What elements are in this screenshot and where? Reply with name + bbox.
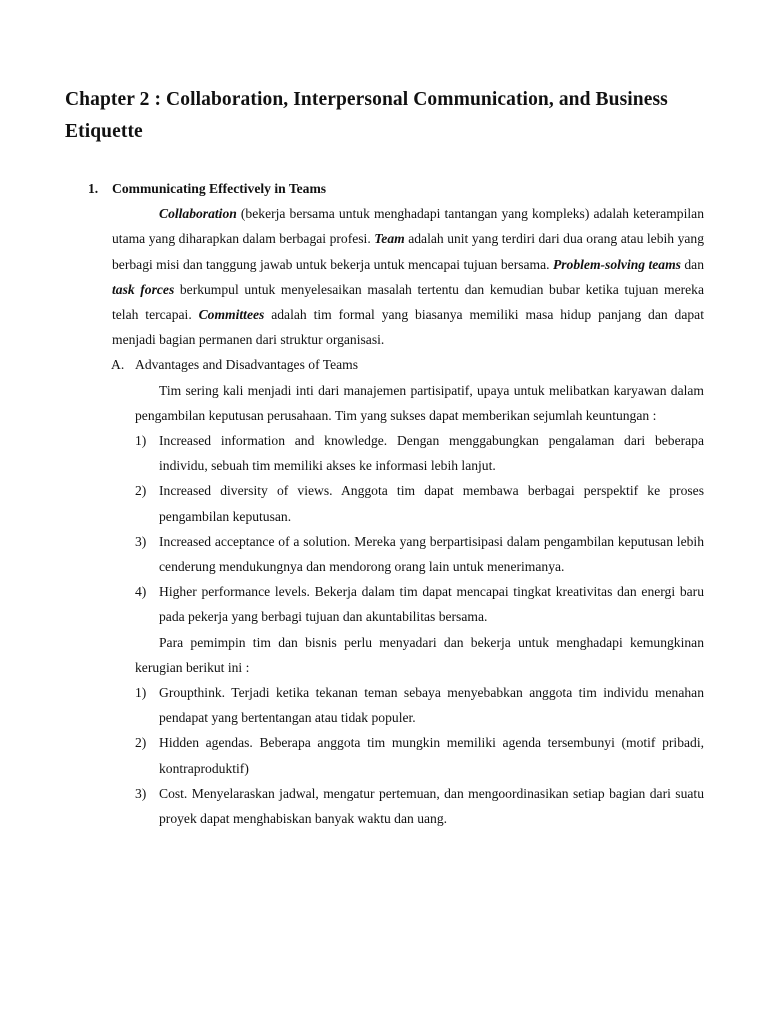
disadvantages-list bbox=[0, 680, 768, 831]
subsection-heading-text: Advantages and Disadvantages of Teams bbox=[135, 357, 359, 373]
list-item-text: Increased acceptance of a solution. Mereka yang berpartisipasi dalam pengambilan keputusan lebih cenderung mendukungnya dan mendorong orang lain untuk menerimanya. bbox=[159, 533, 704, 575]
term-team: Team bbox=[374, 231, 405, 247]
term-committees: Committees bbox=[198, 307, 265, 323]
list-item bbox=[135, 579, 704, 629]
section-heading-text: Communicating Effectively in Teams bbox=[112, 181, 327, 196]
list-item-text: Cost. Menyelaraskan jadwal, mengatur pertemuan, dan mengoordinasikan setiap bagian dari suatu proyek dapat menghabiskan banyak waktu dan uang. bbox=[159, 785, 704, 827]
document-body bbox=[0, 176, 768, 831]
chapter-title: Chapter 2 : Collaboration, Interpersonal Communication, and Business Etiquette bbox=[65, 89, 668, 142]
list-marker: 4) bbox=[135, 584, 147, 600]
subsection-heading bbox=[111, 352, 704, 377]
list-item bbox=[135, 478, 704, 528]
list-item bbox=[135, 781, 704, 831]
subsection-label: A. bbox=[111, 357, 125, 373]
list-marker: 2) bbox=[135, 735, 147, 751]
list-item bbox=[135, 730, 704, 780]
advantages-list bbox=[0, 428, 768, 630]
term-problem-solving-teams: Problem-solving teams bbox=[552, 256, 681, 272]
paragraph-text: adalah tim formal yang biasanya memiliki masa hidup panjang dan dapat menjadi bagian permanen dari struktur organisasi. bbox=[112, 307, 704, 348]
list-item bbox=[135, 428, 704, 478]
paragraph-text: berkumpul untuk menyelesaikan masalah tertentu dan kemudian bubar ketika tujuan mereka telah tercapai. bbox=[112, 281, 705, 323]
section-heading bbox=[88, 176, 704, 201]
paragraph-text: (bekerja bersama untuk menghadapi tantangan yang kompleks) adalah keterampilan utama yang diharapkan dalam berbagai profesi. bbox=[112, 206, 704, 247]
term-collaboration: Collaboration bbox=[159, 206, 237, 222]
section-number: 1. bbox=[88, 181, 99, 196]
term-task-forces: task forces bbox=[112, 281, 175, 297]
list-marker: 3) bbox=[135, 533, 147, 549]
list-marker: 1) bbox=[135, 685, 147, 701]
advantages-intro-paragraph: Tim sering kali menjadi inti dari manajemen partisipatif, upaya untuk melibatkan karyawan dalam pengambilan keputusan perusahaan. Tim yang sukses dapat memberikan sejumlah keuntungan : bbox=[135, 382, 704, 423]
list-item-text: Higher performance levels. Bekerja dalam tim dapat mencapai tingkat kreativitas dan energi baru pada pekerja yang berbagi tujuan dan akuntabilitas bersama. bbox=[159, 584, 704, 625]
list-item-text: Groupthink. Terjadi ketika tekanan teman sebaya menyebabkan anggota tim individu menahan pendapat yang bertentangan atau tidak populer. bbox=[159, 685, 704, 726]
list-marker: 1) bbox=[135, 433, 147, 449]
list-item bbox=[135, 680, 704, 730]
list-item-text: Increased diversity of views. Anggota tim dapat membawa berbagai perspektif ke proses pengambilan keputusan. bbox=[159, 483, 704, 524]
list-item bbox=[135, 529, 704, 579]
list-marker: 3) bbox=[135, 785, 147, 801]
list-item-text: Increased information and knowledge. Dengan menggabungkan pengalaman dari beberapa individu, sebuah tim memiliki akses ke informasi lebih lanjut. bbox=[159, 433, 704, 474]
disadvantages-intro-paragraph: Para pemimpin tim dan bisnis perlu menyadari dan bekerja untuk menghadapi kemungkinan kerugian berikut ini : bbox=[135, 634, 704, 675]
collaboration-paragraph bbox=[112, 201, 704, 352]
list-marker: 2) bbox=[135, 483, 147, 499]
paragraph-text: adalah unit yang terdiri dari dua orang atau lebih yang berbagi misi dan tanggung jawab untuk bekerja untuk mencapai tujuan bersama. bbox=[112, 231, 704, 272]
list-item-text: Hidden agendas. Beberapa anggota tim mungkin memiliki agenda tersembunyi (motif pribadi, kontraproduktif) bbox=[159, 735, 704, 776]
paragraph-text: dan bbox=[680, 256, 704, 272]
